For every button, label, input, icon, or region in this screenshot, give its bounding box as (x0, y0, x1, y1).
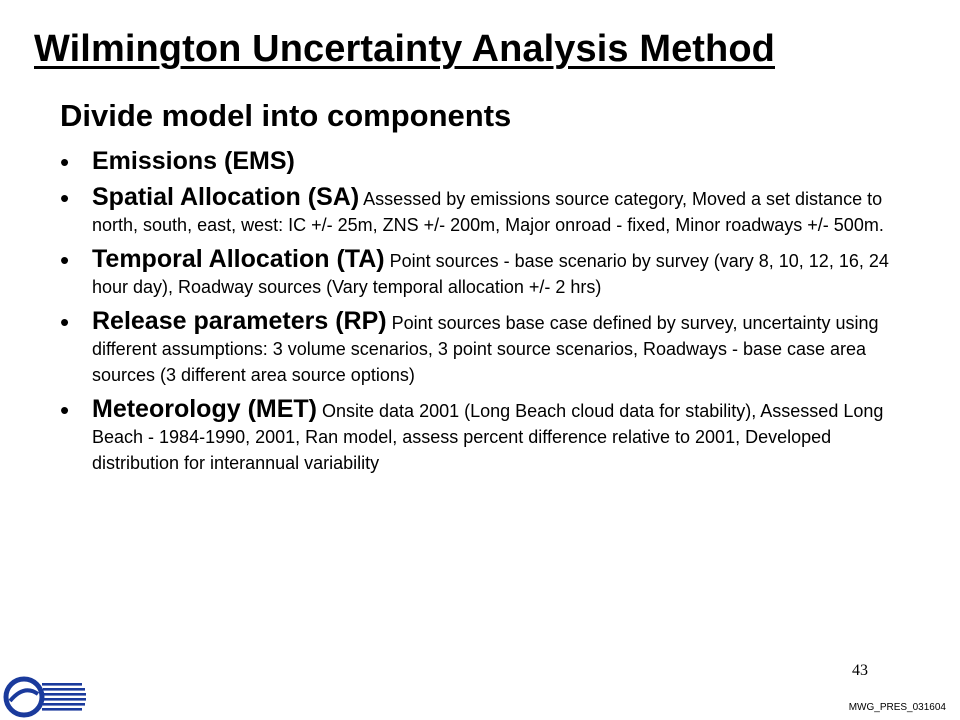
bullet-detail: Point sources base case defined by survey, uncertainty using different assumptions: 3 volume scenarios, 3 point source scenarios, Roadways - base case area sources (3 different area source options) (92, 313, 879, 385)
bullet-item-rp (60, 306, 920, 388)
bullet-term: Temporal Allocation (TA) (92, 245, 385, 273)
document-code: MWG_PRES_031604 (848, 702, 946, 713)
bullet-term: Emissions (EMS) (92, 147, 295, 175)
agency-logo-icon (2, 674, 88, 720)
bullet-term: Meteorology (MET) (92, 395, 317, 423)
bullet-detail: Point sources - base scenario by survey (vary 8, 10, 12, 16, 24 hour day), Roadway sources (Vary temporal allocation +/- 2 hrs) (92, 251, 889, 297)
bullet-dot-icon: • (60, 395, 70, 425)
bullet-item-sa (60, 182, 920, 238)
bullet-term: Spatial Allocation (SA) (92, 183, 360, 211)
bullet-dot-icon: • (60, 307, 70, 337)
bullet-dot-icon: • (60, 245, 70, 275)
bullet-item-met (60, 394, 920, 476)
bullet-dot-icon: • (60, 147, 70, 177)
bullet-detail: Onsite data 2001 (Long Beach cloud data for stability), Assessed Long Beach - 1984-1990, 2001, Ran model, assess percent difference relative to 2001, Developed distribution for interannual variability (92, 401, 884, 473)
bullet-term: Release parameters (RP) (92, 307, 387, 335)
bullet-dot-icon: • (60, 183, 70, 213)
bullet-detail: Assessed by emissions source category, Moved a set distance to north, south, east, west: IC +/- 25m, ZNS +/- 200m, Major onroad - fixed, Minor roadways +/- 500m. (92, 189, 884, 235)
subheading: Divide model into components (60, 98, 512, 133)
bullet-item-ta (60, 244, 920, 300)
bullet-list (60, 146, 920, 482)
page-number: 43 (852, 662, 868, 679)
slide-title: Wilmington Uncertainty Analysis Method (34, 28, 775, 70)
bullet-item-ems (60, 146, 920, 176)
